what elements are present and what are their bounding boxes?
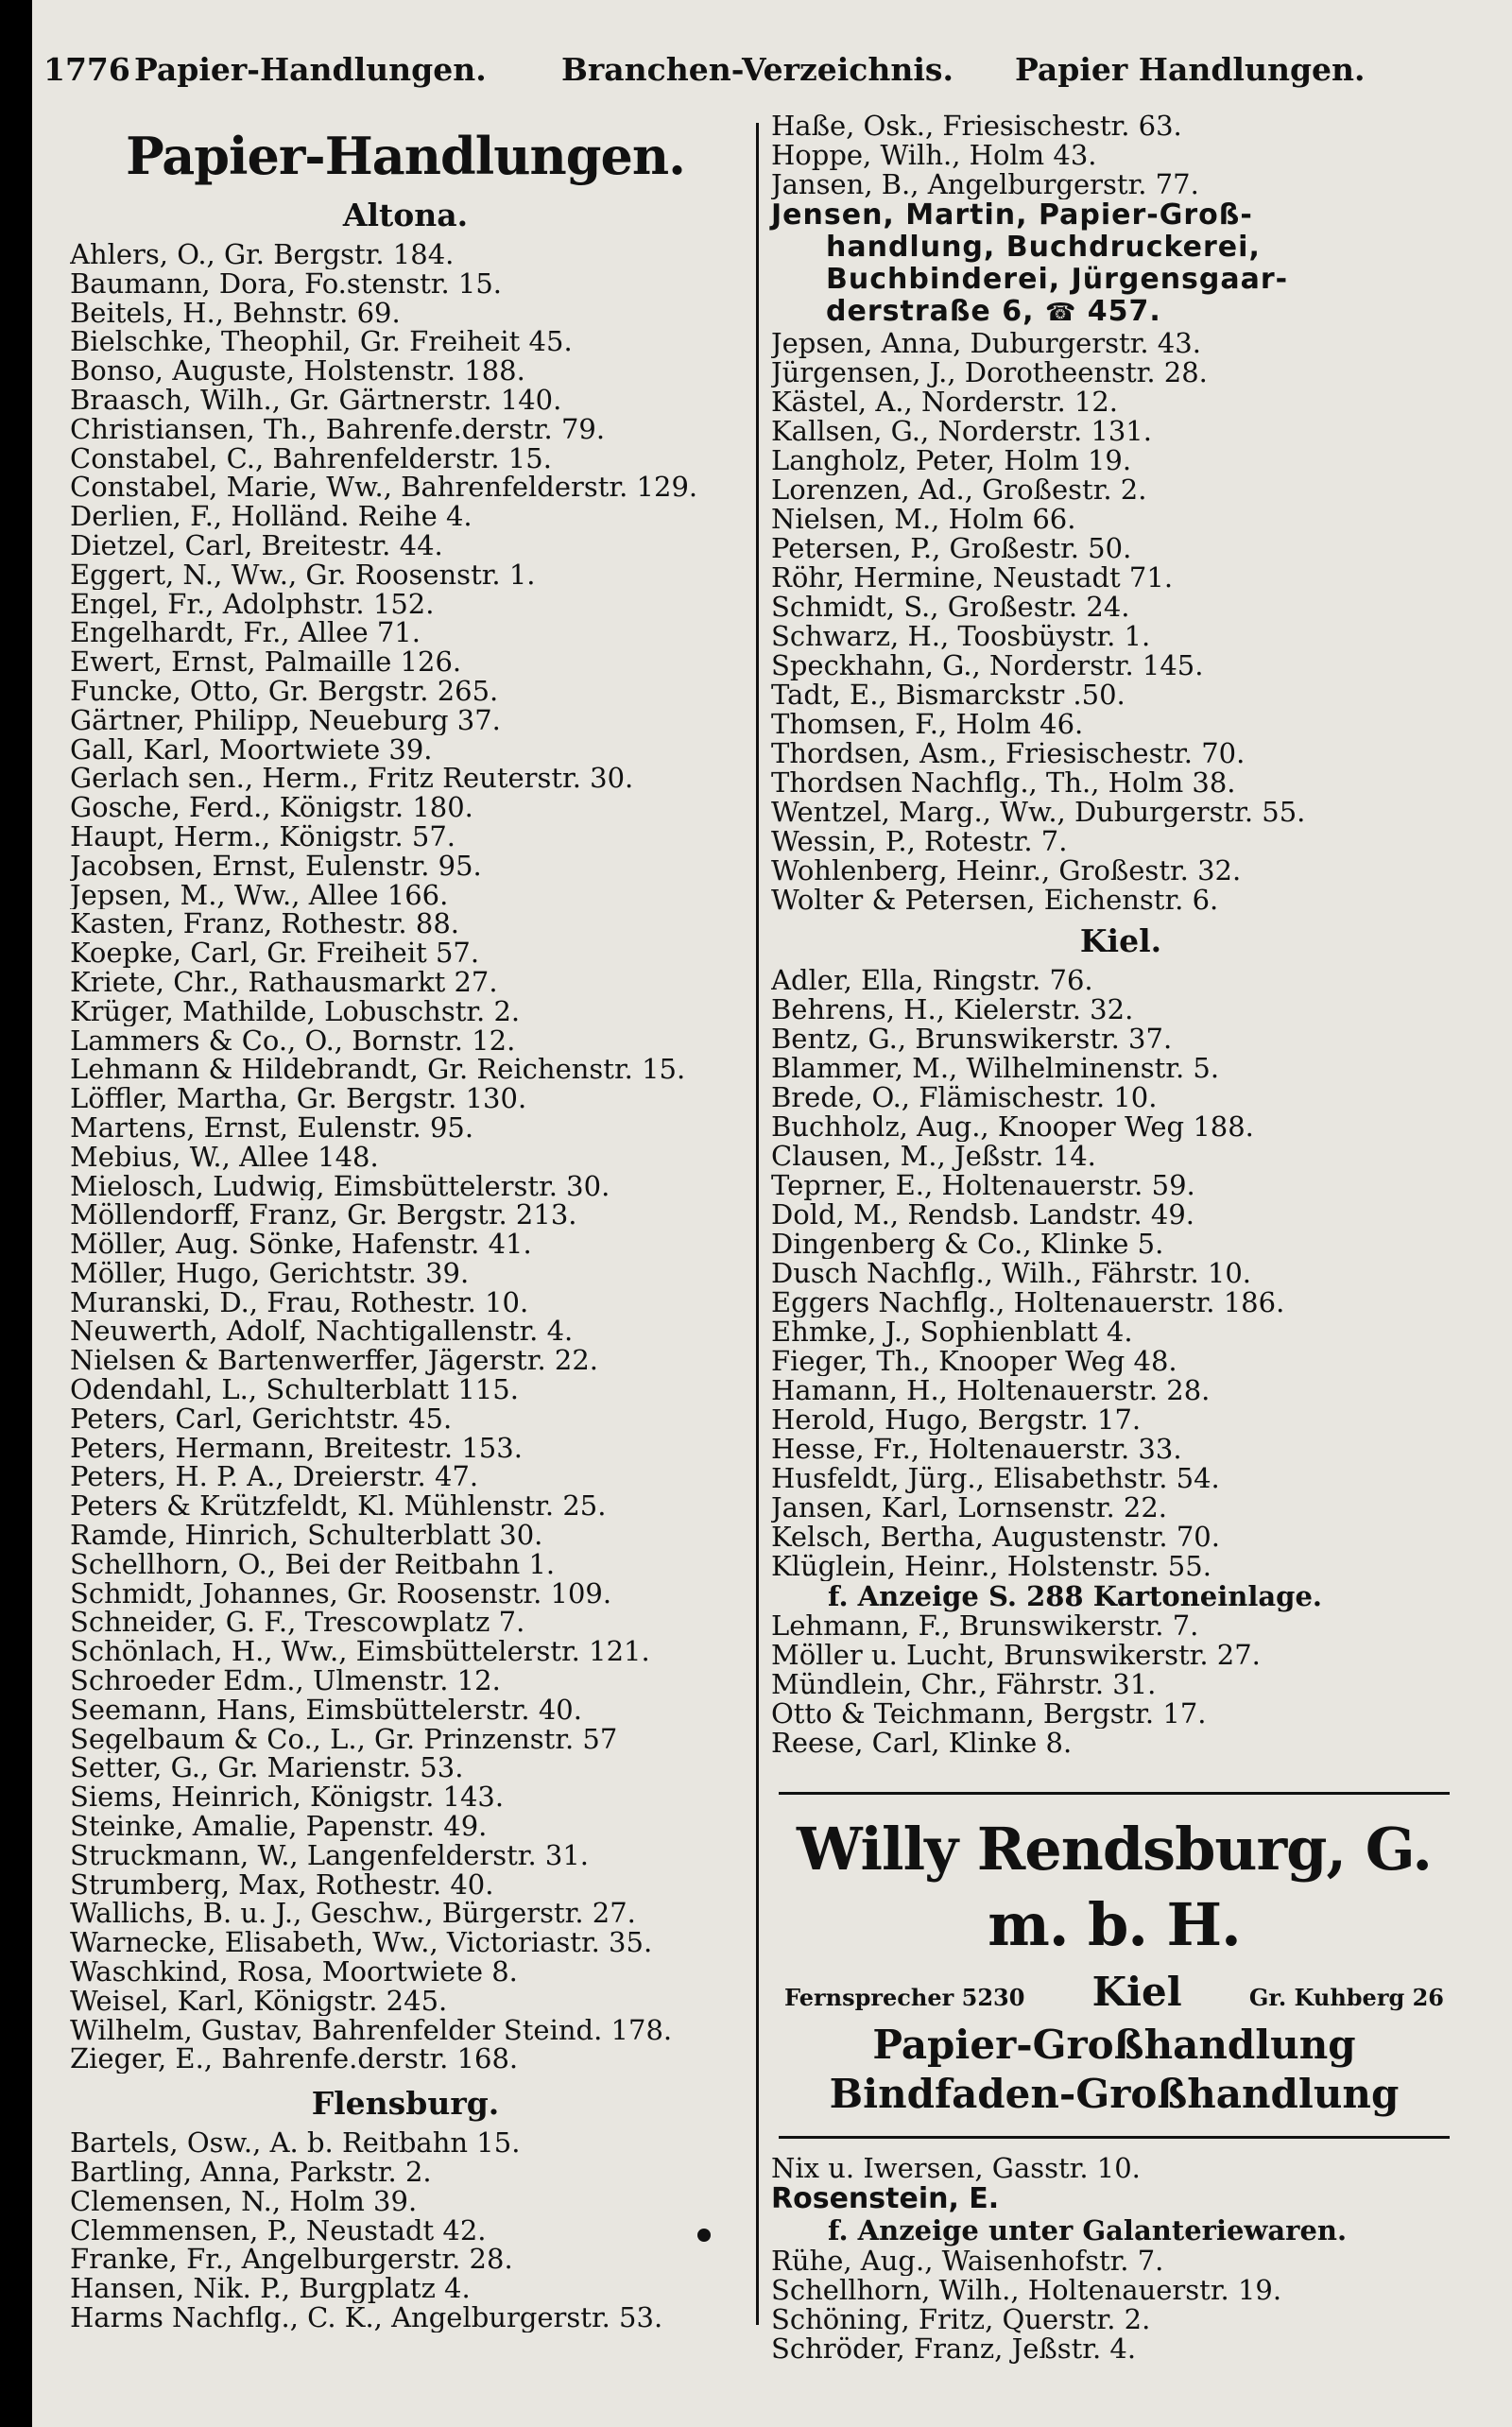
list-item: Kasten, Franz, Rothestr. 88. [70, 909, 459, 939]
list-item: Franke, Fr., Angelburgerstr. 28. [70, 2245, 513, 2275]
list-item: Kelsch, Bertha, Augustenstr. 70. [771, 1523, 1220, 1552]
list-item: Möller, Hugo, Gerichtstr. 39. [70, 1258, 470, 1288]
list-item: Otto & Teichmann, Bergstr. 17. [771, 1699, 1207, 1729]
list-item: Möllendorff, Franz, Gr. Bergstr. 213. [70, 1200, 577, 1231]
list-item: Mebius, W., Allee 148. [70, 1142, 379, 1172]
jensen-line [771, 296, 1470, 329]
list-item: Martens, Ernst, Eulenstr. 95. [70, 1112, 474, 1143]
list-item: Seemann, Hans, Eimsbüttelerstr. 40. [70, 1695, 582, 1725]
list-item: Waschkind, Rosa, Moortwiete 8. [70, 1957, 518, 1987]
list-item: Eggers Nachflg., Holtenauerstr. 186. [771, 1288, 1285, 1317]
list-item: Bentz, G., Brunswikerstr. 37. [771, 1024, 1173, 1054]
list-item: Möller, Aug. Sönke, Hafenstr. 41. [70, 1230, 532, 1259]
list-item: Speckhahn, G., Norderstr. 145. [771, 651, 1204, 680]
list-item: Schellhorn, O., Bei der Reitbahn 1. [70, 1549, 556, 1579]
list-item: Bartling, Anna, Parkstr. 2. [70, 2158, 432, 2187]
list-item: Thordsen Nachflg., Th., Holm 38. [771, 768, 1236, 798]
city-heading-altona: Altona. [342, 197, 469, 233]
list-item: Langholz, Peter, Holm 19. [771, 446, 1132, 475]
list-item: Baumann, Dora, Fo.stenstr. 15. [70, 268, 503, 299]
list-item: Dusch Nachflg., Wilh., Fährstr. 10. [771, 1259, 1252, 1288]
list-item: Haupt, Herm., Königstr. 57. [70, 821, 456, 852]
list-item: Hansen, Nik. P., Burgplatz 4. [70, 2274, 471, 2303]
header-left-title: Papier-Handlungen. [134, 51, 487, 88]
list-item: Ehmke, J., Sophienblatt 4. [771, 1317, 1133, 1347]
list-item: Schneider, G. F., Trescowplatz 7. [70, 1608, 525, 1638]
list-item: Teprner, E., Holtenauerstr. 59. [771, 1171, 1195, 1200]
list-item: Wentzel, Marg., Ww., Duburgerstr. 55. [771, 798, 1306, 827]
list-item: Kallsen, G., Norderstr. 131. [771, 417, 1152, 446]
list-item: Nielsen & Bartenwerffer, Jägerstr. 22. [70, 1346, 599, 1376]
list-item: Funcke, Otto, Gr. Bergstr. 265. [70, 676, 499, 706]
list-item: Gosche, Ferd., Königstr. 180. [70, 793, 473, 822]
list-item: Peters, H. P. A., Dreierstr. 47. [70, 1462, 479, 1492]
list-item: Gärtner, Philipp, Neueburg 37. [70, 705, 501, 735]
list-item: Jepsen, Anna, Duburgerstr. 43. [771, 329, 1201, 358]
flensburg-continued-list [771, 112, 1470, 199]
column-divider [756, 123, 759, 2325]
list-item: Wohlenberg, Heinr., Großestr. 32. [771, 856, 1242, 886]
list-item: Koepke, Carl, Gr. Freiheit 57. [70, 938, 480, 968]
kiel-anzeige-note: f. Anzeige S. 288 Kartoneinlage. [828, 1580, 1322, 1612]
altona-list [70, 240, 741, 2074]
list-item: Behrens, H., Kielerstr. 32. [771, 995, 1134, 1024]
list-item: Schmidt, S., Großestr. 24. [771, 593, 1130, 622]
rosenstein-entry: Rosenstein, E. [771, 2182, 1000, 2215]
list-item: Struckmann, W., Langenfelderstr. 31. [70, 1840, 590, 1870]
list-item: Fieger, Th., Knooper Weg 48. [771, 1347, 1177, 1376]
list-item: Odendahl, L., Schulterblatt 115. [70, 1375, 519, 1404]
list-item: Christiansen, Th., Bahrenfe.derstr. 79. [70, 414, 606, 444]
list-item: Jürgensen, J., Dorotheenstr. 28. [771, 358, 1208, 387]
directory-page [32, 0, 1512, 2427]
list-item: Jansen, Karl, Lornsenstr. 22. [771, 1493, 1168, 1523]
list-item: Neuwerth, Adolf, Nachtigallenstr. 4. [70, 1317, 574, 1347]
list-item: Kriete, Chr., Rathausmarkt 27. [70, 967, 498, 997]
list-item: Reese, Carl, Klinke 8. [771, 1729, 1073, 1758]
ad-company-name: Willy Rendsburg, G. m. b. H. [796, 1815, 1433, 1959]
list-item: Löffler, Martha, Gr. Bergstr. 130. [70, 1084, 527, 1113]
list-item: Braasch, Wilh., Gr. Gärtnerstr. 140. [70, 385, 562, 415]
list-item: Lehmann & Hildebrandt, Gr. Reichenstr. 15. [70, 1055, 686, 1085]
list-item: Ramde, Hinrich, Schulterblatt 30. [70, 1521, 543, 1550]
list-item: Beitels, H., Behnstr. 69. [70, 298, 401, 328]
list-item: Hesse, Fr., Holtenauerstr. 33. [771, 1435, 1182, 1464]
jensen-phone-number: 457. [1087, 295, 1161, 328]
ad-city: Kiel [1091, 1969, 1182, 2015]
city-heading-flensburg: Flensburg. [311, 2085, 500, 2123]
ad-phone: Fernsprecher 5230 [784, 1984, 1025, 2011]
list-item: Strumberg, Max, Rothestr. 40. [70, 1869, 494, 1900]
list-item: Derlien, F., Holländ. Reihe 4. [70, 502, 472, 531]
ad-address: Gr. Kuhberg 26 [1248, 1984, 1444, 2011]
list-item: Setter, G., Gr. Marienstr. 53. [70, 1753, 464, 1783]
list-item: Herold, Hugo, Bergstr. 17. [771, 1405, 1142, 1435]
list-item: Wallichs, B. u. J., Geschw., Bürgerstr. 27. [70, 1899, 636, 1929]
flensburg-after-list [771, 329, 1470, 915]
list-item: Lammers & Co., O., Bornstr. 12. [70, 1025, 516, 1056]
header-right-title: Papier Handlungen. [1015, 51, 1366, 88]
list-item: Buchholz, Aug., Knooper Weg 188. [771, 1112, 1254, 1142]
list-item: Peters, Hermann, Breitestr. 153. [70, 1433, 523, 1463]
list-item: Jepsen, M., Ww., Allee 166. [70, 880, 449, 910]
list-item: Bielschke, Theophil, Gr. Freiheit 45. [70, 327, 573, 357]
list-item: Schellhorn, Wilh., Holtenauerstr. 19. [771, 2276, 1282, 2305]
list-item: Krüger, Mathilde, Lobuschstr. 2. [70, 996, 521, 1026]
list-item: Mielosch, Ludwig, Eimsbüttelerstr. 30. [70, 1171, 610, 1201]
section-title: Papier-Handlungen. [126, 126, 685, 186]
list-item: Dingenberg & Co., Klinke 5. [771, 1230, 1164, 1259]
kiel-list-2 [771, 1611, 1470, 1758]
rosenstein-anzeige-note: f. Anzeige unter Galanteriewaren. [828, 2214, 1348, 2246]
list-item: Clausen, M., Jeßstr. 14. [771, 1142, 1096, 1171]
list-item: Wilhelm, Gustav, Bahrenfelder Steind. 178. [70, 2015, 673, 2045]
list-item: Gerlach sen., Herm., Fritz Reuterstr. 30. [70, 764, 634, 794]
ad-contact-row [779, 1963, 1450, 2021]
list-item: Röhr, Hermine, Neustadt 71. [771, 563, 1174, 593]
list-item: Brede, O., Flämischestr. 10. [771, 1083, 1158, 1112]
list-item: Hoppe, Wilh., Holm 43. [771, 141, 1097, 170]
list-item: Dietzel, Carl, Breitestr. 44. [70, 530, 443, 560]
list-item: Bartels, Osw., A. b. Reitbahn 15. [70, 2128, 521, 2158]
list-item: Lehmann, F., Brunswikerstr. 7. [771, 1611, 1199, 1641]
city-heading-kiel: Kiel. [1079, 922, 1162, 959]
advertisement-box [779, 1792, 1450, 2139]
list-item: Adler, Ella, Ringstr. 76. [771, 966, 1093, 995]
kiel-list [771, 966, 1470, 1581]
list-item: Peters, Carl, Gerichtstr. 45. [70, 1403, 453, 1434]
list-item: Segelbaum & Co., L., Gr. Prinzenstr. 57 [70, 1724, 618, 1754]
list-item: Hamann, H., Holtenauerstr. 28. [771, 1376, 1211, 1405]
list-item: Engel, Fr., Adolphstr. 152. [70, 589, 435, 619]
list-item: Schroeder Edm., Ulmenstr. 12. [70, 1666, 501, 1695]
ad-line-twine: Bindfaden-Großhandlung [829, 2071, 1400, 2117]
right-column [771, 112, 1470, 2364]
jensen-line: Buchbinderei, Jürgensgaar- [826, 263, 1289, 296]
list-item: Ahlers, O., Gr. Bergstr. 184. [70, 240, 455, 269]
list-item: Constabel, Marie, Ww., Bahrenfelderstr. 129. [70, 473, 698, 503]
list-item: Siems, Heinrich, Königstr. 143. [70, 1782, 505, 1813]
list-item: Weisel, Karl, Königstr. 245. [70, 1986, 448, 2016]
list-item: Schönlach, H., Ww., Eimsbüttelerstr. 121. [70, 1637, 650, 1667]
list-item: Haße, Osk., Friesischestr. 63. [771, 112, 1182, 141]
list-item: Gall, Karl, Moortwiete 39. [70, 734, 433, 765]
list-item: Ewert, Ernst, Palmaille 126. [70, 647, 462, 677]
kiel-after-list [771, 2154, 1470, 2183]
flensburg-list [70, 2128, 741, 2332]
list-item: Schwarz, H., Toosbüystr. 1. [771, 622, 1151, 651]
list-item: Bonso, Auguste, Holstenstr. 188. [70, 356, 525, 386]
list-item: Nix u. Iwersen, Gasstr. 10. [771, 2154, 1141, 2183]
list-item: Engelhardt, Fr., Allee 71. [70, 618, 421, 648]
list-item: Clemmensen, P., Neustadt 42. [70, 2215, 487, 2246]
list-item: Wessin, P., Rotestr. 7. [771, 827, 1068, 856]
jensen-line: Jensen, Martin, Papier-Groß- [771, 198, 1253, 232]
list-item: Rühe, Aug., Waisenhofstr. 7. [771, 2246, 1164, 2276]
list-item: Mündlein, Chr., Fährstr. 31. [771, 1670, 1157, 1699]
list-item: Husfeldt, Jürg., Elisabethstr. 54. [771, 1464, 1220, 1493]
list-item: Thomsen, F., Holm 46. [771, 710, 1084, 739]
list-item: Warnecke, Elisabeth, Ww., Victoriastr. 35. [70, 1928, 653, 1958]
jensen-entry [771, 199, 1470, 329]
list-item: Peters & Krützfeldt, Kl. Mühlenstr. 25. [70, 1491, 607, 1522]
list-item: Zieger, E., Bahrenfe.derstr. 168. [70, 2044, 519, 2074]
list-item: Möller u. Lucht, Brunswikerstr. 27. [771, 1641, 1261, 1670]
list-item: Schmidt, Johannes, Gr. Roosenstr. 109. [70, 1578, 612, 1609]
list-item: Petersen, P., Großestr. 50. [771, 534, 1132, 563]
list-item: Steinke, Amalie, Papenstr. 49. [70, 1812, 488, 1841]
jensen-line: handlung, Buchdruckerei, [826, 231, 1261, 264]
list-item: Nielsen, M., Holm 66. [771, 505, 1076, 534]
list-item: Schröder, Franz, Jeßstr. 4. [771, 2334, 1137, 2364]
list-item: Tadt, E., Bismarckstr .50. [771, 680, 1125, 710]
header-center-title: Branchen-Verzeichnis. [561, 51, 954, 88]
page-number: 1776 [43, 51, 130, 88]
list-item: Clemensen, N., Holm 39. [70, 2186, 418, 2216]
list-item: Harms Nachflg., C. K., Angelburgerstr. 53. [70, 2302, 663, 2332]
list-item: Dold, M., Rendsb. Landstr. 49. [771, 1200, 1195, 1230]
list-item: Jansen, B., Angelburgerstr. 77. [771, 170, 1199, 199]
list-item: Thordsen, Asm., Friesischestr. 70. [771, 739, 1246, 768]
phone-icon: ☎ [1044, 299, 1077, 327]
list-item: Jacobsen, Ernst, Eulenstr. 95. [70, 851, 482, 881]
ad-line-paper: Papier-Großhandlung [872, 2022, 1356, 2068]
list-item: Blammer, M., Wilhelminenstr. 5. [771, 1054, 1220, 1083]
list-item: Lorenzen, Ad., Großestr. 2. [771, 475, 1147, 505]
left-column [70, 123, 741, 2332]
list-item: Klüglein, Heinr., Holstenstr. 55. [771, 1552, 1211, 1581]
list-item: Constabel, C., Bahrenfelderstr. 15. [70, 443, 552, 473]
jensen-line-text: derstraße 6, [826, 295, 1035, 328]
list-item: Schöning, Fritz, Querstr. 2. [771, 2305, 1151, 2334]
list-item: Muranski, D., Frau, Rothestr. 10. [70, 1287, 529, 1317]
list-item: Kästel, A., Norderstr. 12. [771, 387, 1119, 417]
list-item: Wolter & Petersen, Eichenstr. 6. [771, 886, 1219, 915]
list-item: Eggert, N., Ww., Gr. Roosenstr. 1. [70, 559, 536, 590]
kiel-list-3 [771, 2246, 1470, 2364]
after-ad-section [771, 2154, 1470, 2364]
